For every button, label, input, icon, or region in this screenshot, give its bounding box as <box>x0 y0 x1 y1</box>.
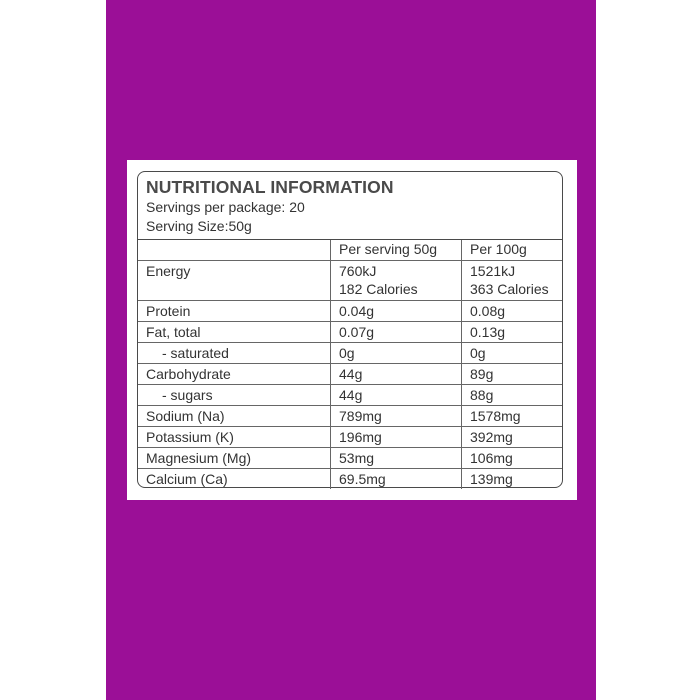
table-row <box>138 427 562 448</box>
per-serving-value: 0.07g <box>331 322 462 343</box>
table-row <box>138 322 562 343</box>
per-100g-value: 139mg <box>462 469 563 490</box>
table-row <box>138 469 562 490</box>
per-serving-value: 0g <box>331 343 462 364</box>
nutrient-name: Potassium (K) <box>138 427 331 448</box>
servings-per-package: Servings per package: 20 <box>146 199 305 215</box>
per-100g-value: 0.08g <box>462 301 563 322</box>
nutrient-name: Energy <box>138 261 331 301</box>
nutrient-name: - saturated <box>138 343 331 364</box>
per-100g-kj: 1521kJ <box>470 263 516 279</box>
per-100g-value <box>462 261 563 301</box>
nutrition-table <box>138 239 562 489</box>
per-serving-value: 53mg <box>331 448 462 469</box>
table-row <box>138 343 562 364</box>
header-per-serving: Per serving 50g <box>331 240 462 261</box>
per-serving-value: 789mg <box>331 406 462 427</box>
per-100g-value: 392mg <box>462 427 563 448</box>
serving-size: Serving Size:50g <box>146 218 252 234</box>
nutrition-label-frame <box>137 171 563 488</box>
nutrient-name: Sodium (Na) <box>138 406 331 427</box>
per-100g-value: 106mg <box>462 448 563 469</box>
per-100g-value: 88g <box>462 385 563 406</box>
per-100g-value: 0.13g <box>462 322 563 343</box>
per-100g-value: 0g <box>462 343 563 364</box>
nutrient-name: Magnesium (Mg) <box>138 448 331 469</box>
nutrient-name: Calcium (Ca) <box>138 469 331 490</box>
per-100g-value: 89g <box>462 364 563 385</box>
table-row <box>138 448 562 469</box>
table-row <box>138 406 562 427</box>
label-title: NUTRITIONAL INFORMATION <box>146 177 394 197</box>
nutrient-name: Carbohydrate <box>138 364 331 385</box>
table-row-energy <box>138 261 562 301</box>
nutrient-name: Protein <box>138 301 331 322</box>
per-serving-value: 44g <box>331 385 462 406</box>
nutrient-name: Fat, total <box>138 322 331 343</box>
per-serving-value <box>331 261 462 301</box>
per-serving-kj: 760kJ <box>339 263 377 279</box>
per-100g-value: 1578mg <box>462 406 563 427</box>
per-serving-value: 44g <box>331 364 462 385</box>
table-header-row <box>138 240 562 261</box>
table-row <box>138 385 562 406</box>
nutrition-label-card <box>127 160 577 500</box>
header-nutrient <box>138 240 331 261</box>
per-serving-value: 0.04g <box>331 301 462 322</box>
header-per-100g: Per 100g <box>462 240 563 261</box>
per-serving-value: 69.5mg <box>331 469 462 490</box>
nutrient-name: - sugars <box>138 385 331 406</box>
table-row <box>138 301 562 322</box>
per-serving-calories: 182 Calories <box>339 281 418 297</box>
table-row <box>138 364 562 385</box>
per-serving-value: 196mg <box>331 427 462 448</box>
per-100g-calories: 363 Calories <box>470 281 549 297</box>
